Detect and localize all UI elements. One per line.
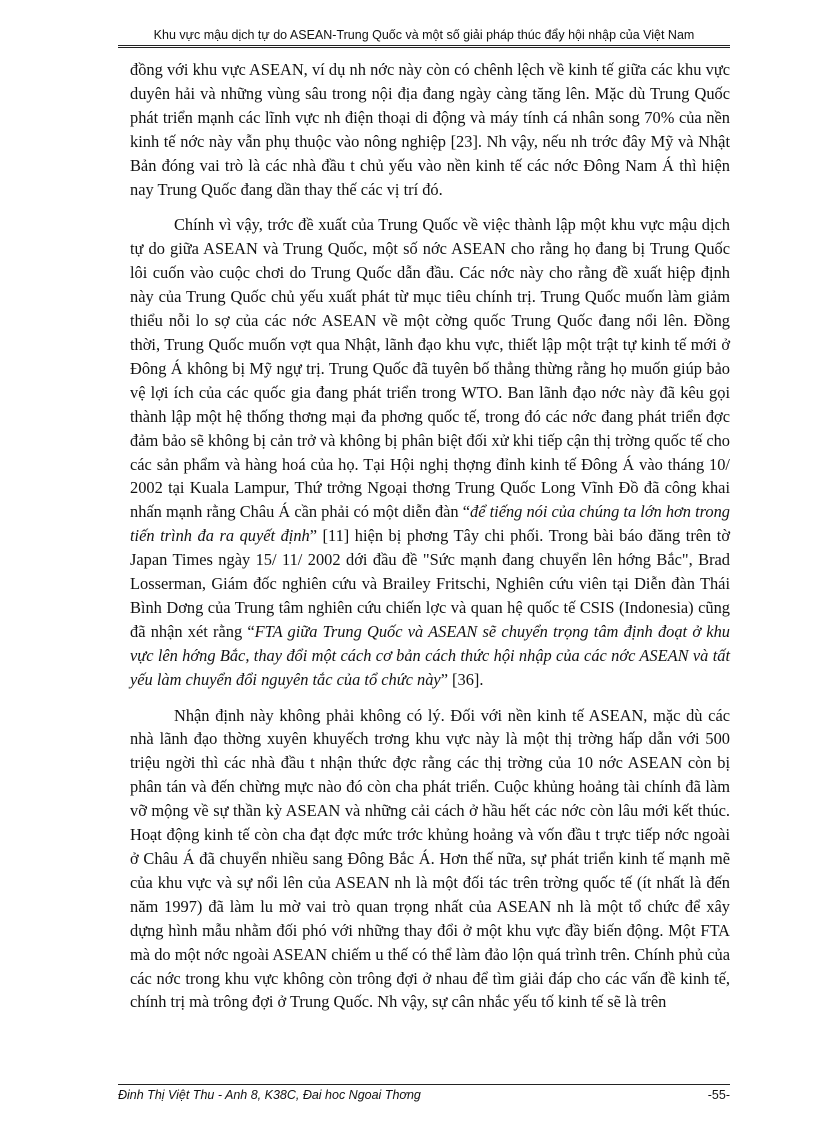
- page-number: -55-: [707, 1088, 730, 1102]
- paragraph-1: đồng với khu vực ASEAN, ví dụ nh nớc này còn có chênh lệch về kinh tế giữa các khu vực duyên hải và những vùng sâu trong nội địa đang ngày càng tăng lên. Mặc dù Trung Quốc phát triển mạnh các lĩnh vực nh điện thoại di động và máy tính cá nhân song 70% của nền kinh tế nớc này vẫn phụ thuộc vào nông nghiệp [23]. Nh vậy, nếu nh trớc đây Mỹ và Nhật Bản đóng vai trò là các nhà đầu t chủ yếu vào nền kinh tế các nớc Đông Nam Á thì hiện nay Trung Quốc đang dần thay thế các vị trí đó.: [130, 60, 730, 199]
- quote-csis: FTA giữa Trung Quốc và ASEAN sẽ chuyển trọng tâm định đoạt ở khu vực lên hớng Bắc, thay đổi một cách cơ bản cách thức hội nhập của các nớc ASEAN và tất yếu làm chuyển đổi nguyên tắc của tổ chức này: [130, 621, 730, 689]
- paragraph-2-text-c: ” [36].: [440, 669, 484, 689]
- page-body: [130, 58, 730, 1026]
- paragraph-2: [130, 213, 730, 691]
- quote-long-vinh-do: để tiếng nói của chúng ta lớn hơn trong tiến trình đa ra quyết định: [130, 502, 731, 546]
- paragraph-3: Nhận định này không phải không có lý. Đối với nền kinh tế ASEAN, mặc dù các nhà lãnh đạo thờng xuyên khuyếch trơng khu vực này là một thị trờng hấp dẫn với 500 triệu ngời thì các nhà đầu t nhận thức đợc rằng các thị trờng của 10 nớc ASEAN còn bị phân tán và đến chừng mực nào đó còn cha phát triển. Cuộc khủng hoảng tài chính đã làm vỡ mộng về sự thần kỳ ASEAN và những cải cách ở hầu hết các nớc còn lâu mới kết thúc. Hoạt động kinh tế còn cha đạt đợc mức trớc khủng hoảng và vốn đầu t trực tiếp nớc ngoài ở Châu Á đã chuyển nhiều sang Đông Bắc Á. Hơn thế nữa, sự phát triển kinh tế mạnh mẽ của khu vực và sự nổi lên của ASEAN nh là một đối tác trên trờng quốc tế (ít nhất là đến năm 1997) đã làm lu mờ vai trò quan trọng nhất của ASEAN nh là một tổ chức để xây dựng hình mẫu nhằm đối phó với những thay đổi ở một khu vực đầy biến động. Một FTA mà do một nớc ngoài ASEAN chiếm u thế có thể làm đảo lộn quá trình trên. Chính phủ của các nớc trong khu vực không còn trông đợi ở nhau để tìm giải đáp cho các vấn đề kinh tế, chính trị mà trông đợi ở Trung Quốc. Nh vậy, sự cân nhắc yếu tố kinh tế sẽ là trên: [130, 705, 730, 1012]
- running-header: Khu vực mậu dịch tự do ASEAN-Trung Quốc và một số giải pháp thúc đẩy hội nhập của Việt Nam: [118, 28, 730, 48]
- footer-divider: [118, 1084, 730, 1085]
- footer-author: Đinh Thị Việt Thu - Anh 8, K38C, Đai hoc Ngoai Thơng: [118, 1088, 421, 1102]
- paragraph-2-text-b: ” [11] hiện bị phơng Tây chi phối. Trong bài báo đăng trên tờ Japan Times ngày 15/ 11/ 2002 dới đầu đề "Sức mạnh đang chuyển lên hớng Bắc", Brad Losserman, Giám đốc nghiên cứu và Brailey Fritschi, Nghiên cứu viên tại Diễn đàn Thái Bình Dơng của Trung tâm nghiên cứu chiến lợc và quan hệ quốc tế CSIS (Indonesia) cũng đã nhận xét rằng “: [130, 526, 731, 641]
- paragraph-2-text-a: Chính vì vậy, trớc đề xuất của Trung Quốc về việc thành lập một khu vực mậu dịch tự do giữa ASEAN và Trung Quốc, một số nớc ASEAN cho rằng họ đang bị Trung Quốc lôi cuốn vào cuộc chơi do Trung Quốc dẫn đầu. Các nớc này cho rằng đề xuất hiệp định này của Trung Quốc chủ yếu xuất phát từ mục tiêu chính trị. Trung Quốc muốn làm giảm thiểu nỗi lo sợ của các nớc ASEAN về một cờng quốc Trung Quốc đang nổi lên. Đồng thời, Trung Quốc muốn vợt qua Nhật, lãnh đạo khu vực, thiết lập một trật tự kinh tế mới ở Đông Á không bị Mỹ ngự trị. Trung Quốc đã tuyên bố thẳng thừng rằng họ muốn giúp bảo vệ lợi ích của các quốc gia đang phát triển trong WTO. Ban lãnh đạo nớc này đã kêu gọi thành lập một hệ thống thơng mại đa phơng quốc tế, trong đó các nớc đang phát triển đợc đảm bảo sẽ không bị cản trở và không bị phân biệt đối xử khi tiếp cận thị trờng quốc tế cho các sản phẩm và hàng hoá của họ. Tại Hội nghị thợng đỉnh kinh tế Đông Á vào tháng 10/ 2002 tại Kuala Lampur, Thứ trởng Ngoại thơng Trung Quốc Long Vĩnh Đồ đã công khai nhấn mạnh rằng Châu Á cần phải có một diễn đàn “: [130, 215, 730, 522]
